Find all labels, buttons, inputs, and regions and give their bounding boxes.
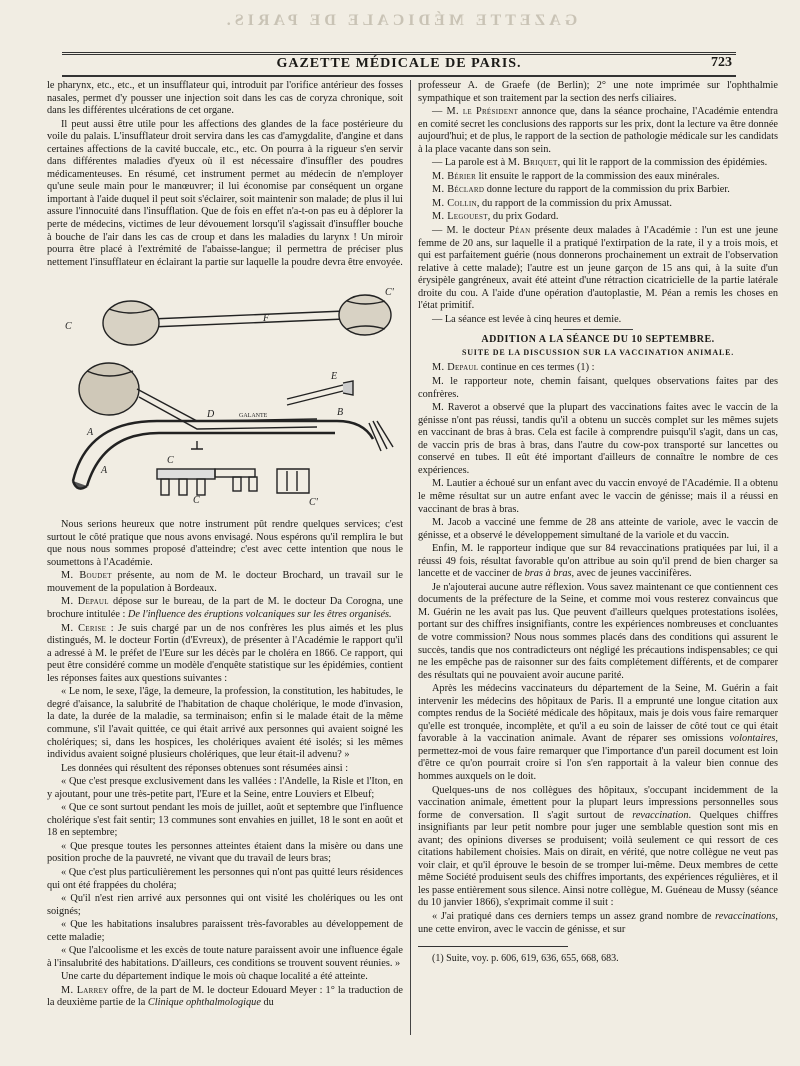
speaker-name: M. Boudet <box>61 570 112 582</box>
paragraph: M. Jacob a vacciné une femme de 28 ans atteinte de variole, avec le vaccin de génisse, et a observé le développement simultané de la variole et du vaccin. <box>418 517 778 541</box>
paragraph-text: — M. le docteur <box>432 225 510 237</box>
paragraph <box>418 211 778 224</box>
paragraph: — La séance est levée à cinq heures et demie. <box>432 313 622 325</box>
paragraph-text: Il peut aussi être utile pour les affections des glandes de la face postérieure du voile du palais. L'insufflateur droit servira dans les cas d'amygdalite, d'angine et dans certaines affections de la cavité buccale, etc., etc. On pourra à la rigueur s'en servir dans différentes maladies d'yeux où il est nécessaire d'insuffler des poudres médicamenteuses. En résumé, cet instrument permet au médecin de n'employer qu'une seule main pour le manœuvrer; il lui économise par conséquent un organe important à l'aide duquel il peut soit s'éclairer, soit maintenir son malade; de plus il lui assure l'innocuité dans l'insufflation. Que de fois en effet n'a-t-on pas eu à déplorer la perte de médecins, victimes de leur dévouement lorsqu'il s'agissait d'insuffler bouche à bouche de l'air dans les cas de croup et dans les maladies du larynx ! Un miroir pourra être placé à l'extrémité de l'abaisse-langue; il permettra de préciser plus nettement l'insufflateur en éclairant la partie sur laquelle la poudre devra être envoyée. <box>47 118 403 268</box>
paragraph <box>47 985 403 1010</box>
paragraph-text: , qui lit le rapport de la commission des épidémies. <box>557 157 768 169</box>
quote-paragraph: « Que les habitations insalubres paraissent très-favorables au développement de cette maladie; <box>47 919 403 943</box>
paragraph: Les données qui résultent des réponses obtenues sont résumées ainsi : <box>61 762 349 774</box>
paragraph-text: , avec de jeunes vaccinifères. <box>571 568 692 580</box>
paragraph-text: . Quelques chiffres insignifiants par leur petit nombre pour juger une semblable question sont mis en avant; des opinions diverses se produisent; voilà seulement ce qui ressort de ces citations habilement choisies. Mais on dirait, en vérité, que notre collègue ne veut pas voir clair, et qu'il éprouve le besoin de se tromper lui-même. Deux membres de cette même Société produisent seuls des chiffres importants, des expériences régulières, et il les passe entièrement sous silence. Ainsi notre collègue, M. Guéneau de Mussy (séance du 10 janvier 1866), s'exprimait comme il suit : <box>418 809 778 909</box>
emphasis: revaccination <box>632 809 689 821</box>
paragraph: professeur A. de Graefe (de Berlin); 2° une note imprimée sur l'ophthalmie sympathique et son traitement par la section des nerfs ciliaires. <box>418 80 778 104</box>
figure-label: B <box>337 407 344 419</box>
quote-paragraph: « Que c'est plus particulièrement les personnes qui n'ont pas quitté leurs résidences qui ont été frappées du choléra; <box>47 866 403 891</box>
bleed-through-text: GAZETTE MÉDICALE DE PARIS. <box>222 12 578 29</box>
figure-label: A <box>87 427 94 439</box>
paragraph <box>418 198 778 211</box>
footnote-rule <box>418 946 568 947</box>
emphasis: revaccinations <box>715 911 776 922</box>
speaker-name: M. Cerise <box>61 622 107 634</box>
paragraph-text: , permettez-moi de vous faire remarquer que l'importance d'un pareil document est loin d'être ce qu'on pourrait croire si l'on s'en rapportait à la valeur bien connue des hommes auxquels on le doit. <box>418 733 778 782</box>
paragraph-text: Quelques-uns de nos collègues des hôpitaux, s'occupant incidemment de la vaccination animale, émettent pour la plupart leurs impressions personnelles sous forme de conversation. Il s'agit surtout de <box>418 784 778 821</box>
work-title: Clinique ophthalmologique <box>147 997 261 1009</box>
speaker-name: M. Briquet <box>507 157 558 169</box>
speaker-name: Péan <box>509 225 531 237</box>
paragraph <box>47 570 403 595</box>
brochure-title: De l'influence des éruptions volcaniques sur les êtres organisés. <box>127 609 392 621</box>
quote-paragraph: « Que l'alcoolisme et les excès de toute nature paraissent avoir une influence égale à l'insalubrité des habitations. D'ailleurs, ces conditions se trouvent souvent réunies. » <box>47 945 403 969</box>
speaker-name: M. Depaul <box>432 362 479 374</box>
emphasis: bras à bras <box>524 568 572 580</box>
left-column <box>47 80 403 1055</box>
paragraph-text: offre, de la part de M. le docteur Edouard Meyer : 1° la traduction de la deuxième partie de la <box>47 984 403 1009</box>
paragraph <box>418 225 778 313</box>
speaker-name: M. Bérier <box>432 170 477 182</box>
section-subheading: SUITE DE LA DISCUSSION SUR LA VACCINATION ANIMALE. <box>461 347 735 357</box>
figure-label: D <box>207 409 215 421</box>
paragraph: Je n'ajouterai aucune autre réflexion. Vous savez maintenant ce que contiennent ces documents de la préfecture de la Seine, et comme moi vous resterez convaincus que M. Guérin ne les avait pas lus. Que peuvent d'ailleurs quelques protestations isolées, portant sur des chiffres insignifiants, contre les expériences nombreuses et concluantes de votre commission? Nous nous sommes placés dans des conditions qui assurent le succès, tandis que nos contradicteurs ont négligé les précautions indispensables; ce qui ne les empêche pas de raisonner sur des faits complétement différents, et de comparer des résultats qui ne pouvaient avoir aucune parité. <box>418 581 778 681</box>
paragraph-text: du <box>260 997 274 1009</box>
page-number: 723 <box>711 55 732 70</box>
figure-label: C' <box>309 497 318 509</box>
paragraph-text: « J'ai pratiqué dans ces derniers temps un assez grand nombre de <box>432 911 716 922</box>
speaker-name: M. Depaul <box>61 596 109 608</box>
paragraph: M. le rapporteur note, chemin faisant, quelques observations faites par des confrères. <box>418 376 778 400</box>
figure-label: C <box>167 455 174 467</box>
section-heading: ADDITION A LA SÉANCE DU 10 SEPTEMBRE. <box>481 334 715 346</box>
paragraph: M. Lautier a échoué sur un enfant avec du vaccin envoyé de l'Académie. Il a obtenu le même résultat sur un autre enfant avec le vaccin de génisse; mais il a réussi en vaccinant de bras à bras. <box>418 478 778 515</box>
paragraph-text: continue en ces termes (1) : <box>478 362 595 374</box>
journal-title: GAZETTE MÉDICALE DE PARIS. <box>276 56 522 71</box>
footnote: (1) Suite, voy. p. 606, 619, 636, 655, 668, 683. <box>432 953 619 965</box>
emphasis: volontaires <box>729 733 776 745</box>
paragraph <box>418 171 778 184</box>
paragraph <box>418 362 778 375</box>
quote-paragraph: « Que presque toutes les personnes atteintes étaient dans la misère ou dans une position proche de la pauvreté, ne vivant que du travail de leurs bras; <box>47 840 403 865</box>
paragraph <box>418 184 778 197</box>
speaker-name: M. Collin <box>432 197 477 209</box>
paragraph-text: Enfin, M. le rapporteur indique que sur 84 revaccinations pratiquées par lui, il a réussi 49 fois, résultat favorable qu'on attribue au soin qu'il prend de bien charger sa lancette et de vacciner de <box>418 543 778 580</box>
paragraph-text: présente deux malades à l'Académie : l'un est une jeune femme de 20 ans, sur laquelle il a pratiqué l'extirpation de la rate, il y a trois mois, et qui est parfaitement guérie (nous donnerons prochainement un extrait de l'observation relative à cette malade); l'autre est un jeune garçon de 15 ans qui, à la suite d'un érysipèle gangréneux, avait été atteint d'une rétraction cicatricielle de la partie latérale droite du cou. A l'aide d'une opération d'autoplastie, M. Péan a remis les choses en l'état primitif. <box>418 225 778 312</box>
paragraph-text: : Je suis chargé par un de nos confrères les plus aimés et les plus distingués, M. le docteur Fortin (d'Evreux), de présenter à l'Académie le rapport qu'il a adressé à M. le préfet de l'Eure sur les décès par le choléra en 1866. Ce rapport, qui peut être considéré comme un modèle d'enquête statistique sur les épidémies, contient les réponses faites aux questions suivantes : <box>47 622 403 684</box>
figure-label: E <box>331 371 338 383</box>
speaker-name: M. Béclard <box>432 184 485 196</box>
paragraph-text: — La parole est à <box>432 157 508 169</box>
paragraph-text: présente, au nom de M. le docteur Brochard, un travail sur le mouvement de la population à Bordeaux. <box>47 570 403 594</box>
right-column <box>418 80 778 1055</box>
column-divider <box>410 80 411 1035</box>
paragraph-text: , une cette environ, avec le vaccin de génisse, et sur <box>418 911 778 935</box>
figure-label: A <box>101 465 108 477</box>
paragraph: Nous serions heureux que notre instrument pût rendre quelques services; c'est surtout le côté pratique que nous avons envisagé. Nous espérons qu'il remplira le but que nous nous sommes proposé d'atteindre; c'est avec cette intention que nous le soumettons à l'Académie. <box>47 519 403 568</box>
paragraph <box>418 683 778 783</box>
quote-paragraph: « Que ce sont surtout pendant les mois de juillet, août et septembre que l'influence cholérique s'est fait sentir; 13 communes sont envahies en juillet, 18 le sont en août et 18 en septembre; <box>47 802 403 839</box>
section-rule <box>563 329 633 330</box>
paragraph-text: Après les médecins vaccinateurs du département de la Seine, M. Guérin a fait intervenir les médecins des hôpitaux de Paris. Il a emprunté une longue citation aux comptes rendus de la Société médicale des hôpitaux, mais je dois vous faire remarquer qu'elle est tronquée, incomplète, et qu'il a eu soin de laisser de côté tout ce qui était favorable à la vaccination animale. Avant de réparer ses omissions <box>418 683 778 745</box>
paragraph <box>418 543 778 581</box>
page-header <box>62 52 736 77</box>
paragraph <box>47 596 403 621</box>
paragraph-text: dépose sur le bureau, de la part de M. le docteur Da Corogna, une brochure intitulée : <box>47 596 403 621</box>
quote-paragraph: « Qu'il n'est rien arrivé aux personnes qui ont visité les cholériques ou les ont soignés; <box>47 893 403 917</box>
paragraph-text: lit ensuite le rapport de la commission des eaux minérales. <box>476 170 720 182</box>
paragraph <box>47 623 403 686</box>
quote-paragraph <box>418 911 778 936</box>
figure-label: F <box>263 313 270 325</box>
speaker-name: — M. le Président <box>432 106 519 118</box>
paragraph <box>418 157 778 170</box>
quote-paragraph: « Que c'est presque exclusivement dans les vallées : l'Andelle, la Risle et l'Iton, en y ajoutant, pour une très-petite part, l'Eure et la Seine, entre Louviers et Elbeuf; <box>47 776 403 800</box>
quote-paragraph: « Le nom, le sexe, l'âge, la demeure, la profession, la constitution, les habitudes, le degré d'aisance, la salubrité de l'habitation de chaque cholérique, le mode d'invasion, la date, la durée de la maladie, sa terminaison; enfin si le malade était de la même commune, s'il l'avait quittée, ce qui était arrivé aux personnes qui avaient soigné les cholériques; si, dans les hospices, les cholériques avaient été isolés; si les mêmes individus avaient soigné plusieurs cholériques, que leur était-il advenu? » <box>47 686 403 761</box>
speaker-name: M. Larrey <box>61 984 109 996</box>
paragraph-text: annonce que, dans la séance prochaine, l'Académie entendra en comité secret les conclusions des rapports sur les prix, dont la lecture va être donnée aujourd'hui; et de plus, le rapport de la section de pathologie médicale sur les candidats à la place vacante dans son sein. <box>418 106 778 155</box>
speaker-name: M. Legouest <box>432 211 488 223</box>
figure-label: C <box>193 495 200 507</box>
paragraph: Une carte du département indique le mois où chaque localité a été atteinte. <box>61 971 368 983</box>
figure-label: C' <box>385 287 394 299</box>
paragraph <box>418 785 778 910</box>
paragraph: M. Raverot a observé que la plupart des vaccinations faites avec le vaccin de la génisse n'ont pas réussi, tandis qu'il a obtenu un succès complet sur les mêmes sujets en vaccinant de bras à bras. Cela est facile à comprendre puisqu'il s'agit, dans un cas, de vaccin pris de bras à bras, dans l'autre du cow-pox transporté sur lancettes ou conservé en tubes. Il eût été important d'ailleurs de connaître le nombre de ces expériences. <box>418 402 778 476</box>
paragraph-text: , du rapport de la commission du prix Amussat. <box>476 197 672 209</box>
paragraph <box>418 106 778 156</box>
paragraph-text: donne lecture du rapport de la commission du prix Barbier. <box>484 184 730 196</box>
paragraph-text: , du prix Godard. <box>487 211 559 223</box>
paragraph <box>47 119 403 270</box>
insufflator-illustration <box>47 271 403 515</box>
figure-label: GALANTE <box>239 413 268 420</box>
paragraph: le pharynx, etc., etc., et un insufflateur qui, introduit par l'orifice antérieur des fosses nasales, permet d'y pousser une injection soit dans les cas de coryza chronique, soit dans les différentes ulcérations de cet organe. <box>47 80 403 117</box>
figure-label: C <box>65 321 72 333</box>
